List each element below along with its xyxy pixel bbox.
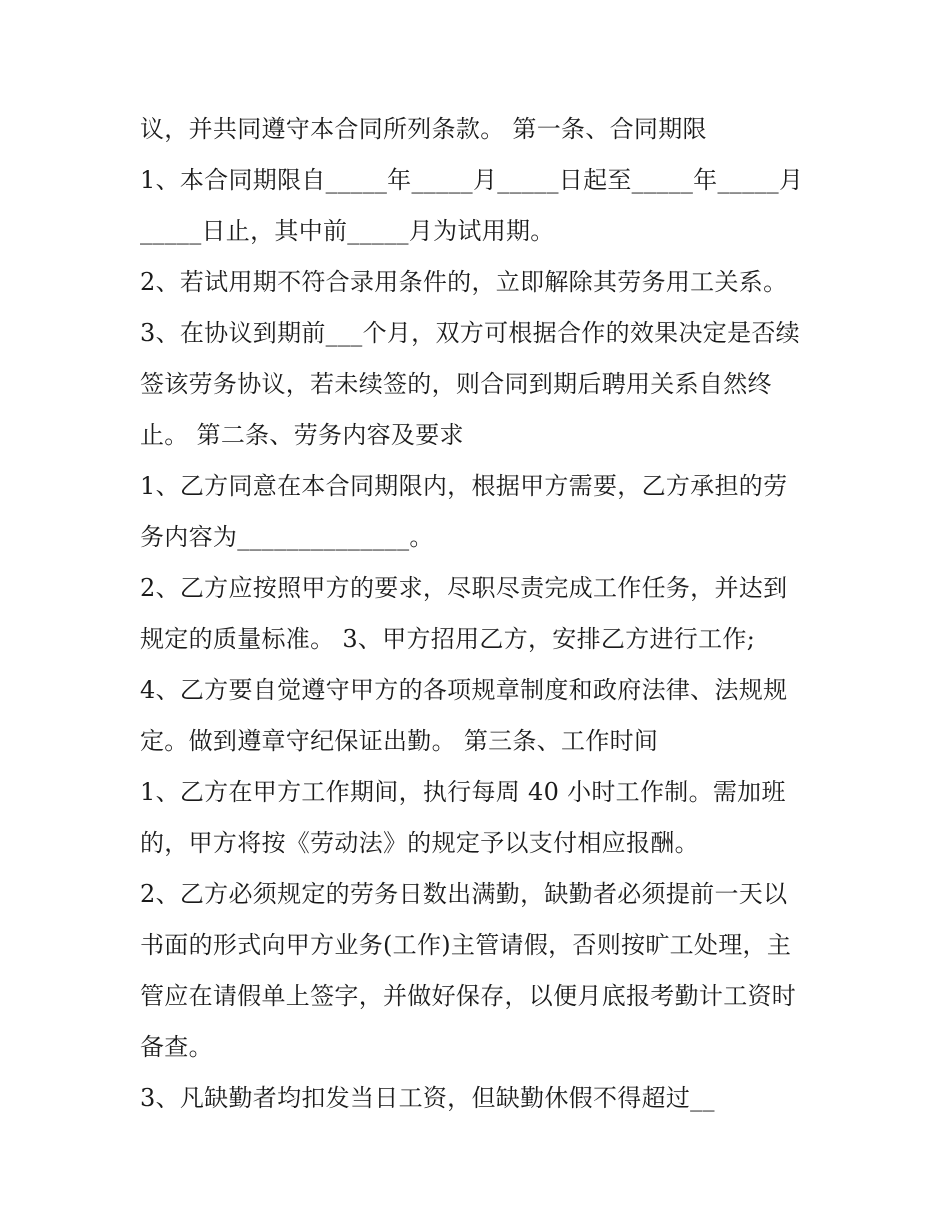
text-line: 务内容为______________。 <box>140 523 434 551</box>
text-line: 止。 第二条、劳务内容及要求 <box>140 421 464 449</box>
text-line: 1、乙方同意在本合同期限内，根据甲方需要，乙方承担的劳 <box>140 472 788 500</box>
text-line: 的，甲方将按《劳动法》的规定予以支付相应报酬。 <box>140 829 699 857</box>
text-line: 1、本合同期限自_____年_____月_____日起至_____年_____月 <box>140 166 804 194</box>
text-line: 2、乙方必须规定的劳务日数出满勤，缺勤者必须提前一天以 <box>140 880 788 908</box>
text-line: 书面的形式向甲方业务(工作)主管请假，否则按旷工处理，主 <box>140 931 792 959</box>
text-line: 3、凡缺勤者均扣发当日工资，但缺勤休假不得超过__ <box>140 1084 715 1112</box>
text-line: 管应在请假单上签字，并做好保存，以便月底报考勤计工资时 <box>140 982 797 1010</box>
text-line: 规定的质量标准。 3、甲方招用乙方，安排乙方进行工作; <box>140 625 756 653</box>
text-line: 议，并共同遵守本合同所列条款。 第一条、合同期限 <box>140 115 707 143</box>
text-line: 4、乙方要自觉遵守甲方的各项规章制度和政府法律、法规规 <box>140 676 788 704</box>
text-line: _____日止，其中前_____月为试用期。 <box>140 217 555 245</box>
text-line: 1、乙方在甲方工作期间，执行每周 40 小时工作制。需加班 <box>140 778 786 806</box>
text-line: 2、乙方应按照甲方的要求，尽职尽责完成工作任务，并达到 <box>140 574 788 602</box>
text-line: 2、若试用期不符合录用条件的，立即解除其劳务用工关系。 <box>140 268 788 296</box>
document-body <box>140 104 820 1124</box>
text-line: 备查。 <box>140 1033 213 1061</box>
text-line: 签该劳务协议，若未续签的，则合同到期后聘用关系自然终 <box>140 370 772 398</box>
text-line: 3、在协议到期前___个月，双方可根据合作的效果决定是否续 <box>140 319 800 347</box>
text-line: 定。做到遵章守纪保证出勤。 第三条、工作时间 <box>140 727 659 755</box>
